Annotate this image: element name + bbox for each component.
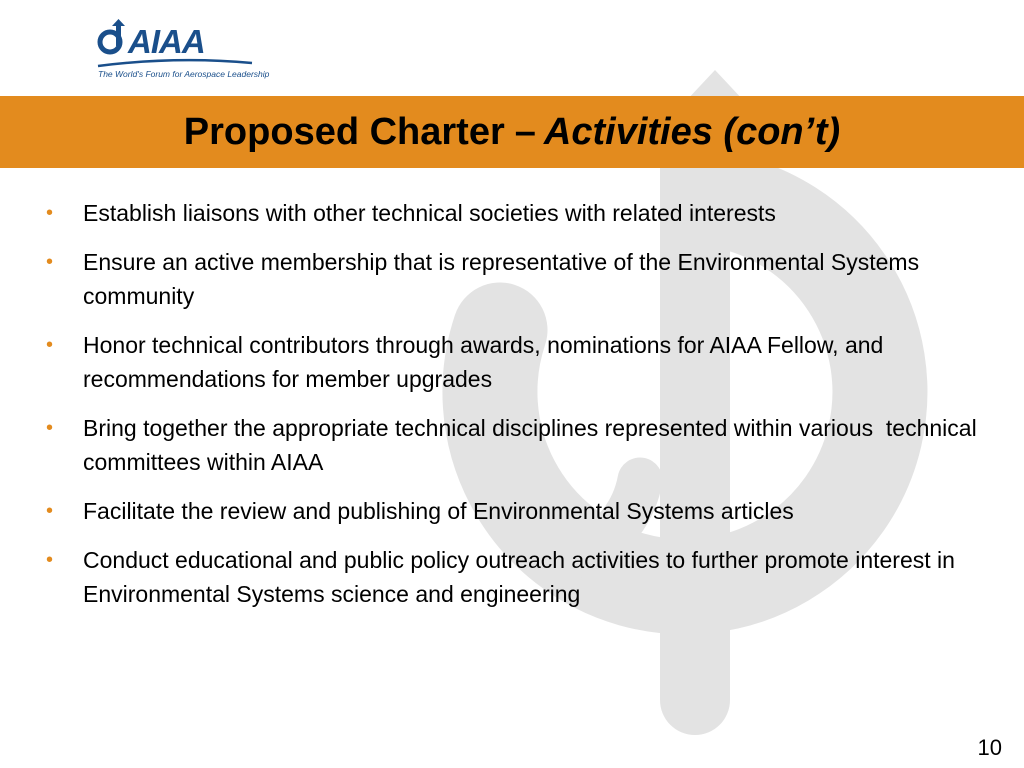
bullet-item (46, 543, 986, 611)
aiaa-logo (96, 18, 270, 82)
logo-tagline: The World's Forum for Aerospace Leadership (98, 69, 270, 79)
bullet-icon: • (46, 251, 54, 273)
bullet-text: Facilitate the review and publishing of Environmental Systems articles (83, 498, 794, 524)
title-italic: Activities (con’t) (543, 110, 841, 153)
bullet-item (46, 245, 986, 313)
bullet-icon: • (46, 549, 54, 571)
aiaa-emblem-icon (96, 18, 130, 58)
logo-wordmark: AIAA (128, 23, 205, 60)
bullet-icon: • (46, 417, 54, 439)
title-main: Proposed Charter (183, 110, 505, 153)
bullet-text: Honor technical contributors through awards, nominations for AIAA Fellow, and recommendations for member upgrades (83, 332, 884, 392)
title-separator: – (514, 110, 536, 153)
logo-swoosh (96, 58, 254, 68)
bullet-list (46, 196, 986, 626)
slide-title (0, 96, 1024, 168)
bullet-item (46, 196, 986, 230)
bullet-icon: • (46, 500, 54, 522)
bullet-text: Ensure an active membership that is representative of the Environmental Systems community (83, 249, 920, 309)
bullet-item (46, 494, 986, 528)
bullet-text: Establish liaisons with other technical societies with related interests (83, 200, 776, 226)
bullet-text: Bring together the appropriate technical disciplines represented within various technical committees within AIAA (83, 415, 984, 475)
bullet-item (46, 328, 986, 396)
bullet-icon: • (46, 334, 54, 356)
bullet-item (46, 411, 986, 479)
bullet-icon: • (46, 202, 54, 224)
page-number: 10 (977, 735, 1002, 760)
bullet-text: Conduct educational and public policy outreach activities to further promote interest in Environmental Systems science and engineering (83, 547, 955, 607)
